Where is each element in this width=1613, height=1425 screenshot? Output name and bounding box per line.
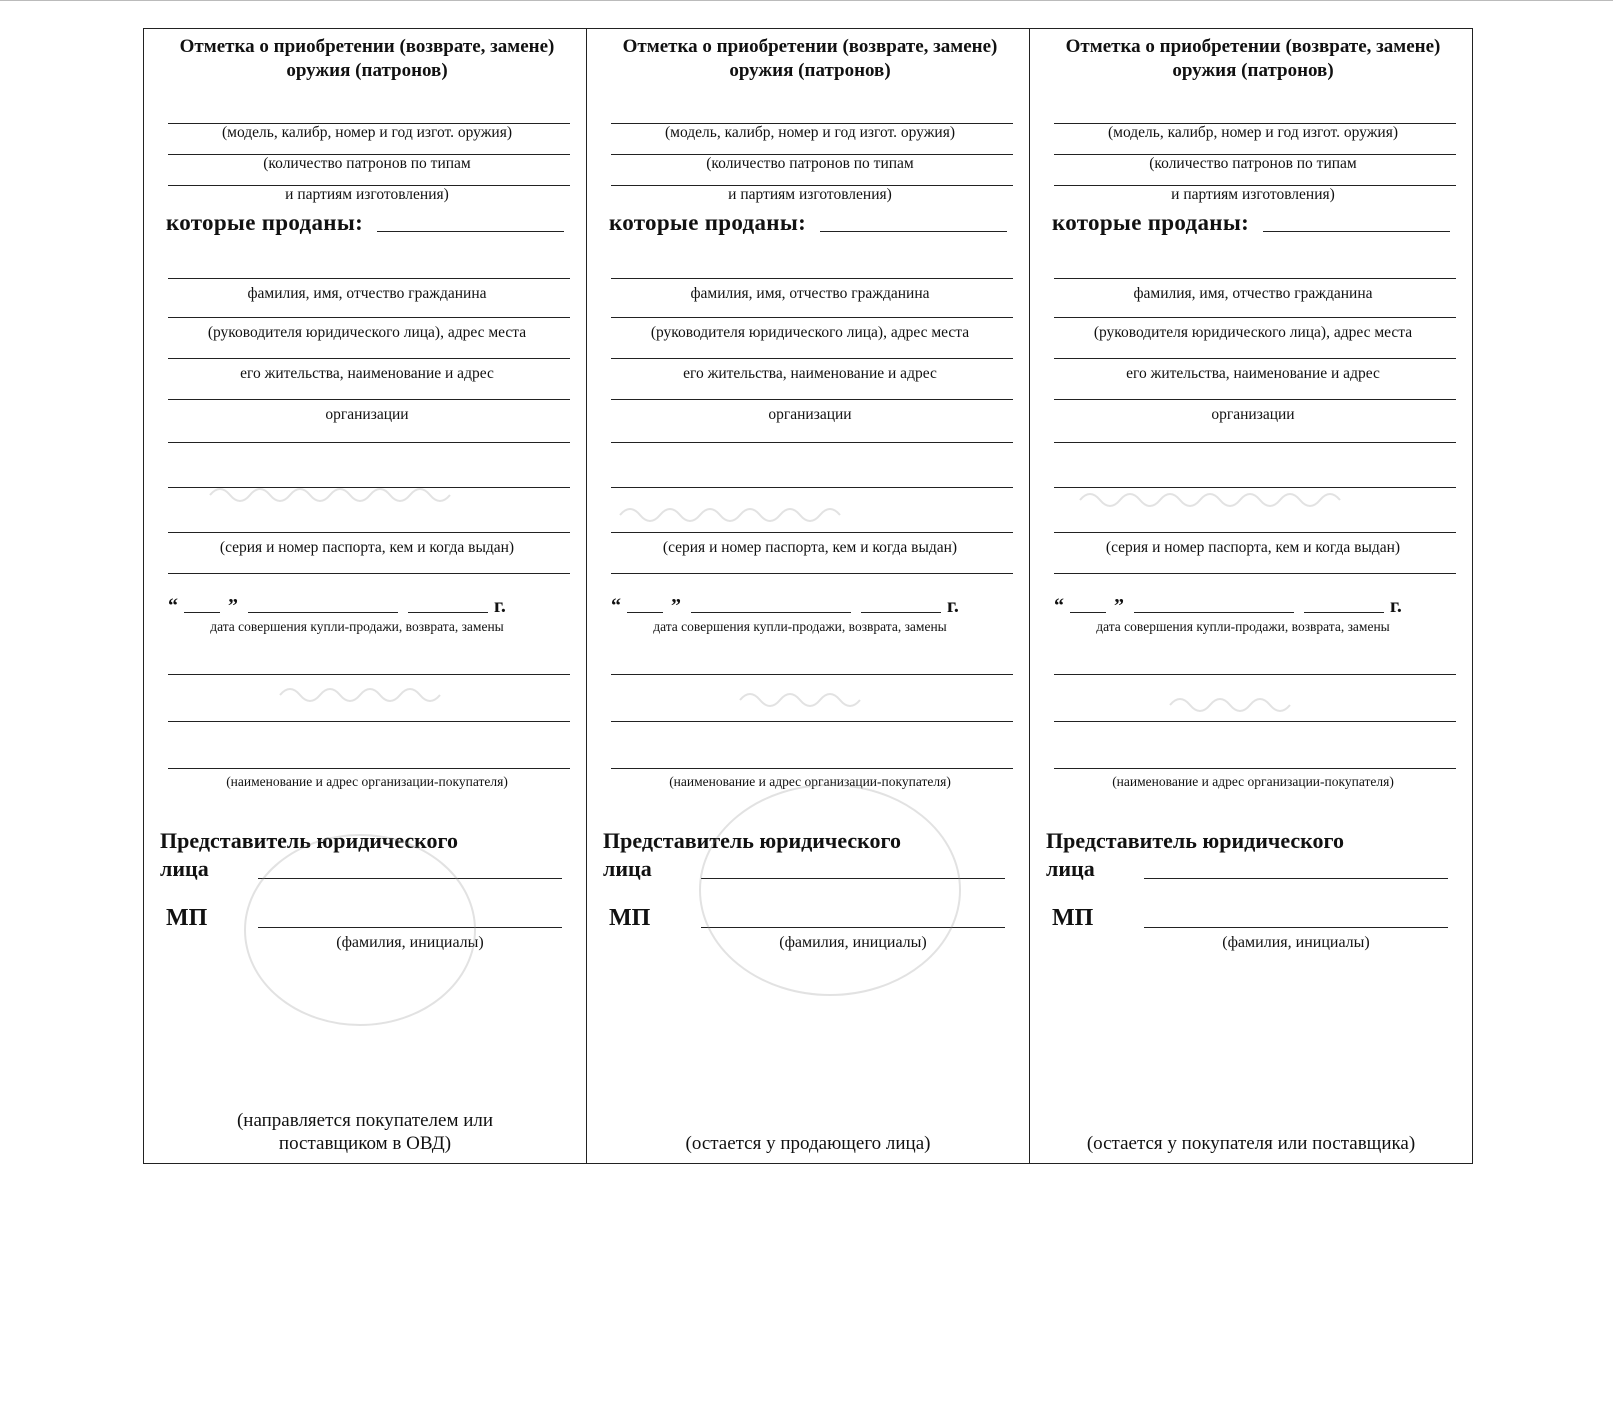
sold-field[interactable] — [820, 231, 1007, 232]
buyer-line-3[interactable] — [1054, 768, 1456, 769]
rep-lica: лица — [1046, 856, 1095, 881]
coupon-footer: (остается у продающего лица) — [685, 1133, 931, 1154]
fio-field[interactable] — [1054, 278, 1456, 279]
batches-caption: и партиям изготовления) — [728, 186, 892, 203]
quote-open: “ — [1054, 595, 1064, 617]
day-field[interactable] — [627, 612, 663, 613]
model-caption: (модель, калибр, номер и год изгот. оружия) — [221, 124, 513, 141]
day-field[interactable] — [184, 612, 220, 613]
month-field[interactable] — [691, 612, 851, 613]
sold-field[interactable] — [377, 231, 564, 232]
coupon-footer: (направляется покупателем или поставщиком в ОВД) — [236, 1110, 494, 1154]
fio-caption: фамилия, имя, отчество гражданина — [690, 285, 930, 302]
org-field[interactable] — [168, 399, 570, 400]
address-line-3[interactable] — [1054, 532, 1456, 533]
day-field[interactable] — [1070, 612, 1106, 613]
signature-field[interactable] — [701, 927, 1005, 928]
org-caption: организации — [768, 406, 852, 423]
buyer-line-3[interactable] — [168, 768, 570, 769]
signature-field[interactable] — [1144, 927, 1448, 928]
fio-field[interactable] — [168, 278, 570, 279]
quote-open: “ — [168, 595, 178, 617]
head-caption: (руководителя юридического лица), адрес места — [1093, 324, 1413, 341]
date-row — [1046, 588, 1460, 618]
signature-caption: (фамилия, инициалы) — [779, 934, 927, 951]
passport-caption: (серия и номер паспорта, кем и когда выдан) — [662, 539, 958, 556]
rep-lica: лица — [160, 856, 209, 881]
date-row — [603, 588, 1017, 618]
sold-label: которые проданы: — [166, 210, 364, 235]
rep-lica: лица — [603, 856, 652, 881]
year-mark: г. — [1390, 595, 1402, 617]
address-line-3[interactable] — [611, 532, 1013, 533]
coupon-1 — [144, 29, 587, 1163]
passport-field[interactable] — [168, 573, 570, 574]
rep-title: Представитель юридического — [603, 828, 901, 853]
stamp-mark: МП — [166, 905, 208, 931]
signature-caption: (фамилия, инициалы) — [336, 934, 484, 951]
residence-caption: его жительства, наименование и адрес — [240, 365, 494, 382]
buyer-caption: (наименование и адрес организации-покупателя) — [669, 774, 951, 789]
head-field[interactable] — [1054, 317, 1456, 318]
buyer-caption: (наименование и адрес организации-покупателя) — [1112, 774, 1394, 789]
org-caption: организации — [1211, 406, 1295, 423]
coupon-title: Отметка о приобретении (возврате, замене) оружия (патронов) — [1065, 36, 1441, 81]
coupon-2 — [587, 29, 1030, 1163]
org-caption: организации — [325, 406, 409, 423]
passport-caption: (серия и номер паспорта, кем и когда выдан) — [1105, 539, 1401, 556]
date-caption: дата совершения купли-продажи, возврата, замены — [210, 619, 504, 634]
address-line-3[interactable] — [168, 532, 570, 533]
passport-field[interactable] — [1054, 573, 1456, 574]
head-field[interactable] — [168, 317, 570, 318]
residence-caption: его жительства, наименование и адрес — [683, 365, 937, 382]
page-top-edge — [0, 0, 1613, 11]
date-caption: дата совершения купли-продажи, возврата, замены — [1096, 619, 1390, 634]
buyer-caption: (наименование и адрес организации-покупателя) — [226, 774, 508, 789]
head-caption: (руководителя юридического лица), адрес места — [650, 324, 970, 341]
org-field[interactable] — [1054, 399, 1456, 400]
model-caption: (модель, калибр, номер и год изгот. оружия) — [664, 124, 956, 141]
sold-field[interactable] — [1263, 231, 1450, 232]
coupon-title: Отметка о приобретении (возврате, замене) оружия (патронов) — [622, 36, 998, 81]
fio-field[interactable] — [611, 278, 1013, 279]
rep-field[interactable] — [701, 878, 1005, 879]
fio-caption: фамилия, имя, отчество гражданина — [247, 285, 487, 302]
qty-caption: (количество патронов по типам — [1149, 155, 1357, 172]
batches-caption: и партиям изготовления) — [1171, 186, 1335, 203]
residence-field[interactable] — [611, 358, 1013, 359]
batches-caption: и партиям изготовления) — [285, 186, 449, 203]
year-mark: г. — [494, 595, 506, 617]
stamp-mark: МП — [609, 905, 651, 931]
year-field[interactable] — [1304, 612, 1384, 613]
year-field[interactable] — [408, 612, 488, 613]
buyer-line-3[interactable] — [611, 768, 1013, 769]
model-caption: (модель, калибр, номер и год изгот. оружия) — [1107, 124, 1399, 141]
quote-close: ” — [228, 595, 238, 617]
signature-field[interactable] — [258, 927, 562, 928]
signature-caption: (фамилия, инициалы) — [1222, 934, 1370, 951]
quote-open: “ — [611, 595, 621, 617]
passport-field[interactable] — [611, 573, 1013, 574]
org-field[interactable] — [611, 399, 1013, 400]
head-caption: (руководителя юридического лица), адрес места — [207, 324, 527, 341]
coupon-title: Отметка о приобретении (возврате, замене) оружия (патронов) — [179, 36, 555, 81]
month-field[interactable] — [248, 612, 398, 613]
month-field[interactable] — [1134, 612, 1294, 613]
stamp-mark: МП — [1052, 905, 1094, 931]
rep-field[interactable] — [258, 878, 562, 879]
coupon-footer: (остается у покупателя или поставщика) — [1086, 1133, 1416, 1154]
residence-field[interactable] — [1054, 358, 1456, 359]
fio-caption: фамилия, имя, отчество гражданина — [1133, 285, 1373, 302]
year-mark: г. — [947, 595, 959, 617]
head-field[interactable] — [611, 317, 1013, 318]
residence-caption: его жительства, наименование и адрес — [1126, 365, 1380, 382]
quote-close: ” — [1114, 595, 1124, 617]
qty-caption: (количество патронов по типам — [706, 155, 914, 172]
passport-caption: (серия и номер паспорта, кем и когда выдан) — [219, 539, 515, 556]
rep-title: Представитель юридического — [160, 828, 458, 853]
quote-close: ” — [671, 595, 681, 617]
rep-title: Представитель юридического — [1046, 828, 1344, 853]
date-row — [160, 588, 574, 618]
year-field[interactable] — [861, 612, 941, 613]
sold-label: которые проданы: — [609, 210, 807, 235]
rep-field[interactable] — [1144, 878, 1448, 879]
date-caption: дата совершения купли-продажи, возврата, замены — [653, 619, 947, 634]
coupon-3 — [1030, 29, 1472, 1163]
residence-field[interactable] — [168, 358, 570, 359]
qty-caption: (количество патронов по типам — [263, 155, 471, 172]
sold-label: которые проданы: — [1052, 210, 1250, 235]
coupon-form-table — [143, 28, 1473, 1164]
